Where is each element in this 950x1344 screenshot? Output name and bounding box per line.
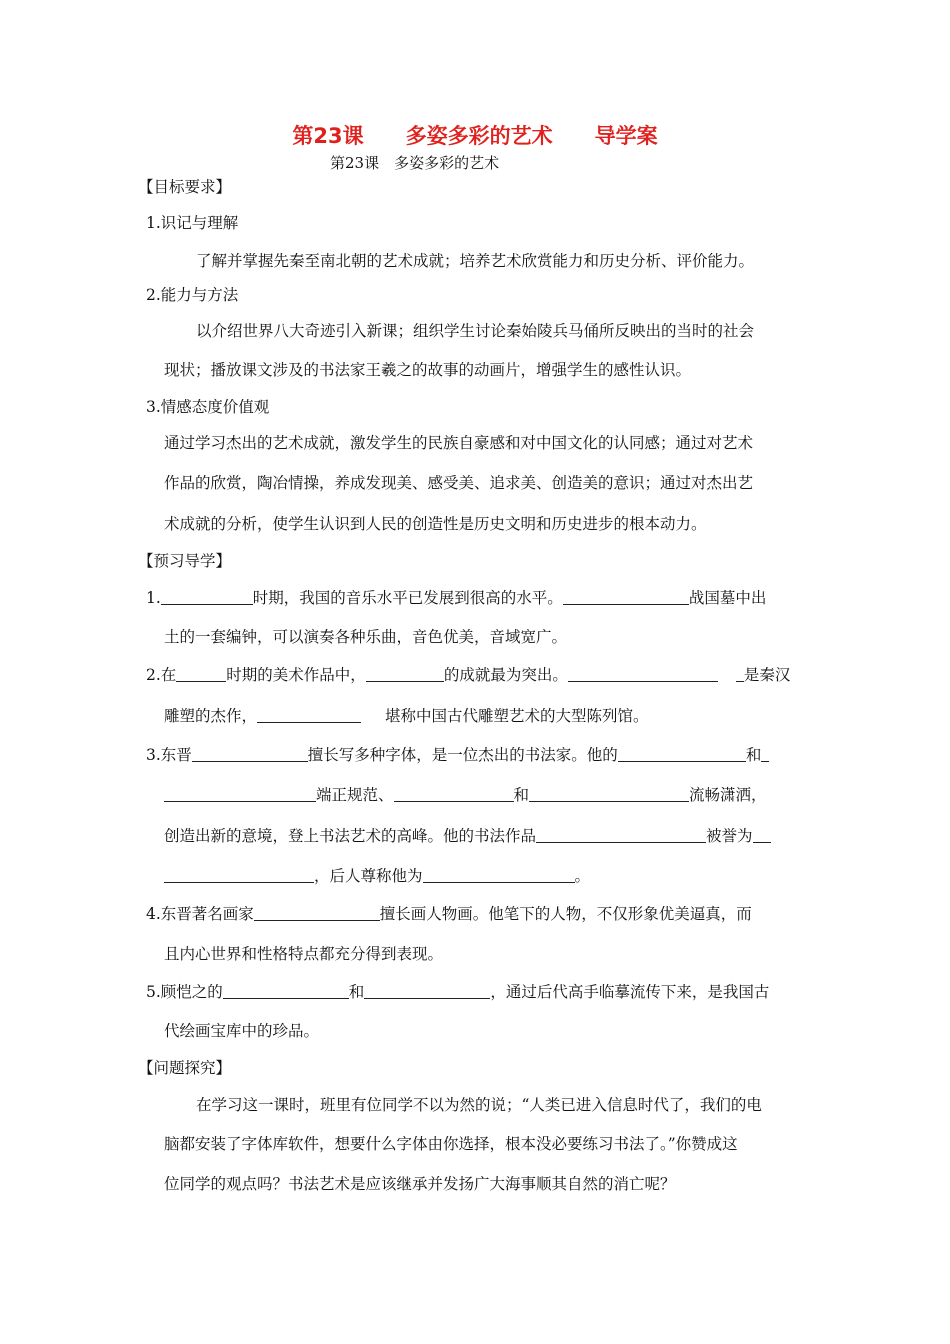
- fill-blank[interactable]: [223, 982, 349, 999]
- page-subtitle: 第23课 多姿多彩的艺术: [330, 154, 500, 172]
- goal-1-title: 1.识记与理解: [146, 214, 239, 232]
- fill-blank[interactable]: [176, 665, 226, 682]
- section-header-explore: 【问题探究】: [138, 1059, 232, 1077]
- fill-blank[interactable]: [753, 826, 771, 843]
- goal-2-title: 2.能力与方法: [146, 286, 239, 304]
- question-5-line-1: 5.顾恺之的 和 ，通过后代高手临摹流传下来，是我国古: [146, 983, 770, 1001]
- explore-text-3: 位同学的观点吗？书法艺术是应该继承并发扬广大海事顺其自然的消亡呢？: [164, 1175, 676, 1193]
- fill-blank[interactable]: [366, 665, 444, 682]
- page-title: 第23课 多姿多彩的艺术 导学案: [292, 124, 658, 148]
- goal-3-text-3: 术成就的分析，使学生认识到人民的创造性是历史文明和历史进步的根本动力。: [164, 515, 707, 533]
- fill-blank[interactable]: [257, 706, 361, 723]
- fill-blank[interactable]: [568, 665, 718, 682]
- question-3-line-4: ，后人尊称他为 。: [164, 866, 590, 886]
- section-header-preview: 【预习导学】: [138, 552, 232, 570]
- goal-3-text-1: 通过学习杰出的艺术成就，激发学生的民族自豪感和对中国文化的认同感；通过对艺术: [164, 434, 754, 452]
- fill-blank[interactable]: [161, 588, 253, 605]
- fill-blank[interactable]: [736, 665, 744, 682]
- fill-blank[interactable]: [563, 588, 689, 605]
- fill-blank[interactable]: [164, 866, 314, 883]
- question-4-line-1: 4.东晋著名画家 擅长画人物画。他笔下的人物，不仅形象优美逼真，而: [146, 905, 752, 923]
- question-3-line-1: 3.东晋 擅长写多种字体，是一位杰出的书法家。他的 和: [146, 745, 769, 765]
- question-3-line-2: 端正规范、 和 流畅潇洒，: [164, 785, 767, 805]
- question-1-line-1: 1. 时期，我国的音乐水平已发展到很高的水平。 战国墓中出: [146, 589, 767, 607]
- question-1-line-2: 土的一套编钟，可以演奏各种乐曲，音色优美，音域宽广。: [164, 628, 568, 646]
- question-2-line-2: 雕塑的杰作， 堪称中国古代雕塑艺术的大型陈列馆。: [164, 707, 649, 725]
- fill-blank[interactable]: [536, 826, 706, 843]
- fill-blank[interactable]: [618, 745, 746, 762]
- fill-blank[interactable]: [164, 785, 316, 802]
- fill-blank[interactable]: [364, 982, 490, 999]
- section-header-goals: 【目标要求】: [138, 178, 232, 196]
- goal-2-text-2: 现状；播放课文涉及的书法家王羲之的故事的动画片，增强学生的感性认识。: [164, 361, 692, 379]
- fill-blank[interactable]: [254, 904, 380, 921]
- fill-blank[interactable]: [529, 785, 689, 802]
- fill-blank[interactable]: [761, 745, 769, 762]
- fill-blank[interactable]: [423, 866, 575, 883]
- goal-3-title: 3.情感态度价值观: [146, 398, 270, 416]
- explore-text-1: 在学习这一课时，班里有位同学不以为然的说；“人类已进入信息时代了，我们的电: [196, 1096, 762, 1114]
- question-5-line-2: 代绘画宝库中的珍品。: [164, 1022, 320, 1040]
- question-3-line-3: 创造出新的意境，登上书法艺术的高峰。他的书法作品 被誉为: [164, 826, 771, 846]
- question-4-line-2: 且内心世界和性格特点都充分得到表现。: [164, 945, 444, 963]
- goal-2-text-1: 以介绍世界八大奇迹引入新课；组织学生讨论秦始陵兵马俑所反映出的当时的社会: [196, 322, 755, 340]
- explore-text-2: 脑都安装了字体库软件，想要什么字体由你选择，根本没必要练习书法了。”你赞成这: [164, 1135, 738, 1153]
- fill-blank[interactable]: [192, 745, 308, 762]
- fill-blank[interactable]: [394, 785, 514, 802]
- goal-3-text-2: 作品的欣赏，陶冶情操，养成发现美、感受美、追求美、创造美的意识；通过对杰出艺: [164, 474, 754, 492]
- goal-1-text: 了解并掌握先秦至南北朝的艺术成就；培养艺术欣赏能力和历史分析、评价能力。: [196, 252, 755, 270]
- question-2-line-1: 2.在 时期的美术作品中， 的成就最为突出。 是秦汉: [146, 666, 791, 684]
